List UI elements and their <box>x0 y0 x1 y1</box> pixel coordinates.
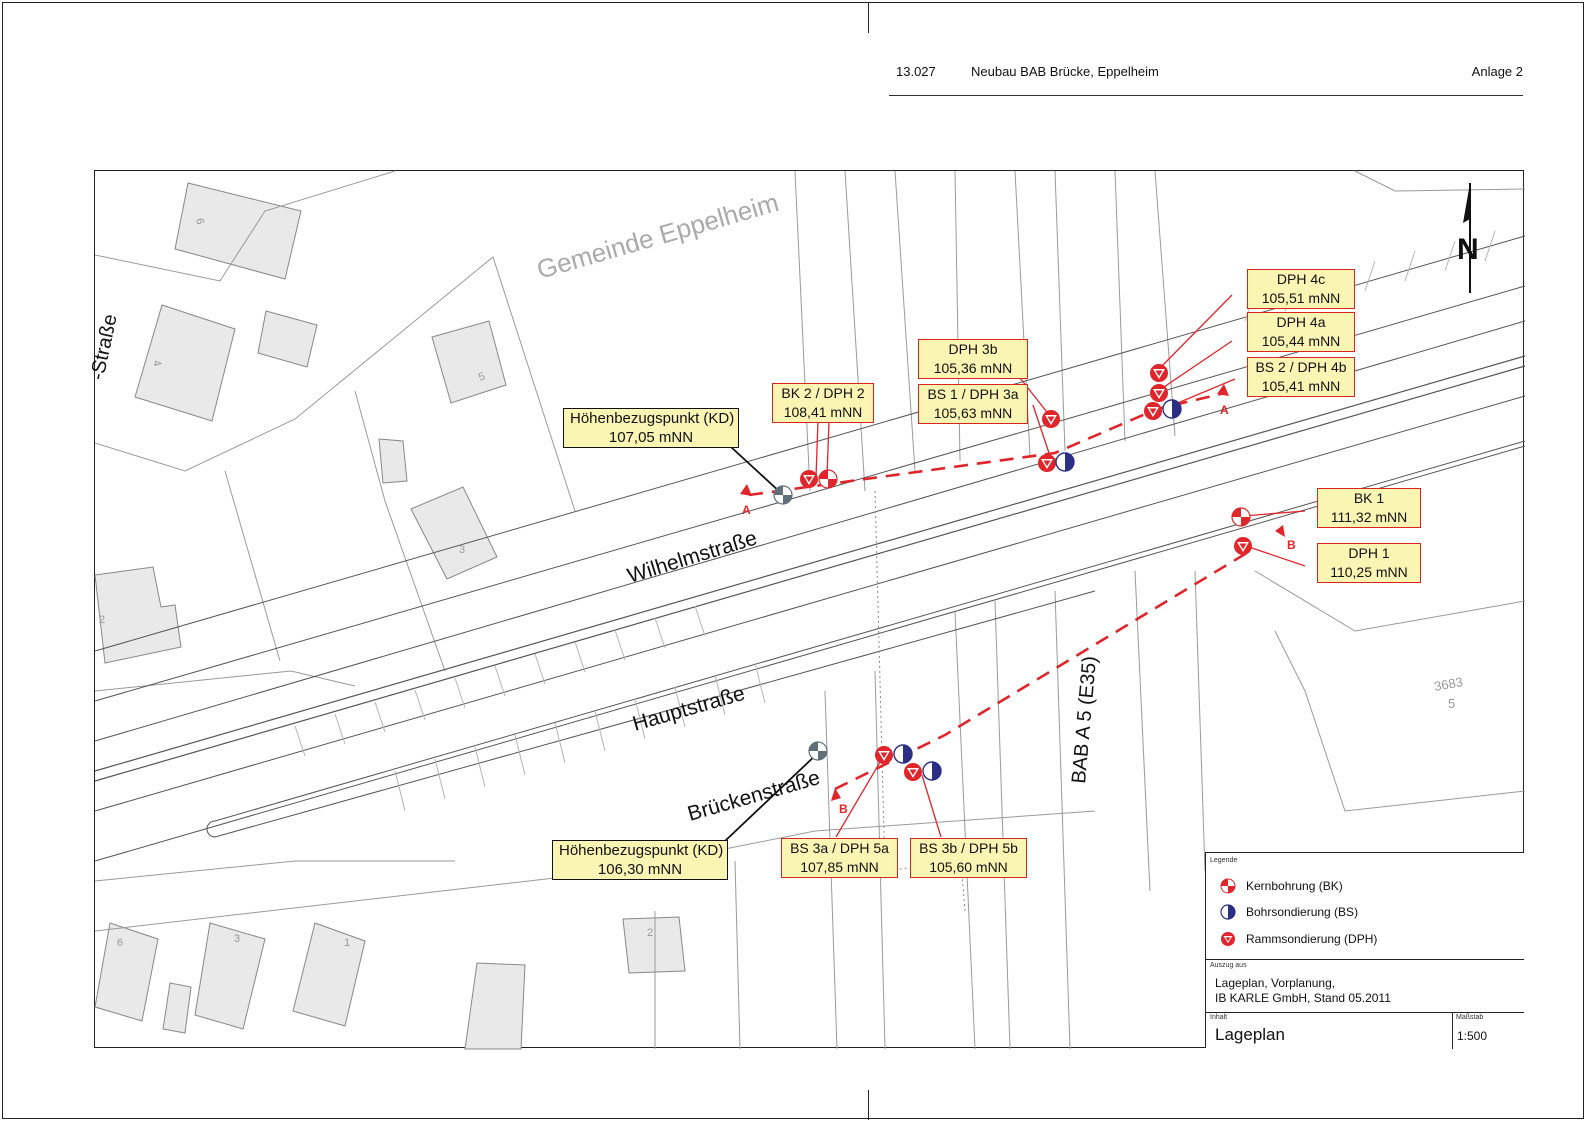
bs1-marker <box>1056 453 1074 471</box>
hoehenbezugspunkt-marker <box>809 742 827 760</box>
legend-heading: Legende <box>1210 857 1238 864</box>
house-number: 2 <box>99 614 106 626</box>
callout-bk2-dph2 <box>772 383 874 423</box>
legend-item-rammsondierung <box>1220 930 1377 948</box>
building <box>95 567 181 663</box>
callout-dph4c <box>1247 269 1355 309</box>
callout-line: BS 1 / DPH 3a <box>927 386 1019 402</box>
legend-divider <box>1206 959 1524 960</box>
callout-line: BS 2 / DPH 4b <box>1255 359 1347 375</box>
dph3a-marker <box>1038 454 1056 472</box>
callout-value: 105,51 mNN <box>1261 290 1341 306</box>
bk2-marker <box>819 470 837 488</box>
bs3b-marker <box>923 762 941 780</box>
excerpt-line: Lageplan, Vorplanung, <box>1215 976 1336 990</box>
north-label: N <box>1457 233 1479 266</box>
excerpt-heading: Auszug aus <box>1210 962 1247 969</box>
excerpt-line: IB KARLE GmbH, Stand 05.2011 <box>1215 991 1391 1005</box>
bohrsondierung-icon <box>1220 904 1236 920</box>
callout-line: DPH 3b <box>948 341 998 357</box>
callout-hoehenbezugspunkt-2 <box>552 840 728 880</box>
house-number: 4 <box>150 359 164 368</box>
dph4c-marker <box>1150 364 1168 382</box>
dph2-marker <box>800 470 818 488</box>
parcel-number: 5 <box>1448 696 1456 711</box>
house-number: 3 <box>459 544 466 556</box>
hoehenbezugspunkt-marker <box>774 486 792 504</box>
dph5a-marker <box>875 746 893 764</box>
street-label-partial: -Straße <box>86 312 122 383</box>
callout-value: 111,32 mNN <box>1330 509 1408 525</box>
building <box>411 487 497 579</box>
scale-heading: Maßstab <box>1456 1014 1484 1021</box>
legend-title-block <box>1205 852 1524 1048</box>
house-number: 6 <box>193 217 207 226</box>
project-title: Neubau BAB Brücke, Eppelheim <box>971 64 1159 79</box>
legend-column-divider <box>1452 1012 1453 1049</box>
building <box>175 183 301 279</box>
street-label-autobahn: BAB A 5 (E35) <box>1068 655 1102 785</box>
dph1-marker <box>1234 537 1252 555</box>
callout-value: 110,25 mNN <box>1330 564 1408 580</box>
municipality-label: Gemeinde Eppelheim <box>533 187 783 285</box>
house-number: 6 <box>117 937 124 949</box>
parcel-number: 3683 <box>1432 674 1465 694</box>
street-label-hauptstrasse: Hauptstraße <box>630 681 748 736</box>
building <box>465 963 525 1049</box>
callout-line: BK 1 <box>1353 490 1385 506</box>
house-number: 1 <box>344 937 351 949</box>
callout-bk1 <box>1317 488 1421 528</box>
callout-value: 107,85 mNN <box>800 859 879 875</box>
section-a-end-label: A <box>1220 403 1229 417</box>
legend-label: Bohrsondierung (BS) <box>1246 905 1359 919</box>
callout-line: DPH 1 <box>1348 545 1390 561</box>
callout-value: 107,05 mNN <box>608 429 694 446</box>
dph5b-marker <box>904 763 922 781</box>
building <box>163 983 191 1033</box>
callout-value: 108,41 mNN <box>783 404 863 420</box>
house-number: 5 <box>476 370 487 384</box>
callout-value: 105,36 mNN <box>933 360 1013 376</box>
legend-divider <box>1206 1012 1524 1013</box>
callout-dph1 <box>1317 543 1421 583</box>
callout-line: BS 3b / DPH 5b <box>919 840 1018 856</box>
dph4a-marker <box>1150 384 1168 402</box>
bs3a-marker <box>894 745 912 763</box>
street-label-brueckenstrasse: Brückenstraße <box>685 766 823 826</box>
survey-markers <box>774 364 1252 781</box>
callout-value: 106,30 mNN <box>597 861 683 878</box>
building <box>379 439 407 483</box>
street-label-wilhelmstrasse: Wilhelmstraße <box>624 526 760 588</box>
title-header <box>889 63 1523 96</box>
house-number: 2 <box>647 927 654 939</box>
building <box>195 923 265 1029</box>
section-b-end-label: B <box>839 802 848 816</box>
section-a-start-label: A <box>742 503 751 517</box>
crop-mark-top <box>868 3 869 33</box>
callout-line: BK 2 / DPH 2 <box>781 385 865 401</box>
bs2-marker <box>1163 400 1181 418</box>
callout-value: 105,41 mNN <box>1261 378 1341 394</box>
bk1-marker <box>1232 508 1250 526</box>
legend-label: Rammsondierung (DPH) <box>1246 932 1378 946</box>
section-arrows <box>740 384 1285 801</box>
buildings <box>95 183 685 1049</box>
content-heading: Inhalt <box>1210 1014 1228 1021</box>
callout-value: 105,44 mNN <box>1261 333 1341 349</box>
legend-label: Kernbohrung (BK) <box>1246 879 1343 893</box>
legend-item-kernbohrung <box>1220 877 1343 895</box>
callout-line: DPH 4a <box>1276 314 1326 330</box>
dph3b-marker <box>1042 410 1060 428</box>
kernbohrung-icon <box>1220 878 1236 894</box>
callout-bs3b-dph5b <box>910 838 1027 878</box>
callout-hoehenbezugspunkt-1 <box>563 408 739 448</box>
callout-line: BS 3a / DPH 5a <box>790 840 889 856</box>
callout-line: Höhenbezugspunkt (KD) <box>570 410 735 427</box>
rammsondierung-icon <box>1220 931 1236 947</box>
building <box>258 311 317 367</box>
crop-mark-bottom <box>868 1090 869 1120</box>
callout-line: DPH 4c <box>1276 271 1326 287</box>
legend-item-bohrsondierung <box>1220 903 1358 921</box>
attachment-label: Anlage 2 <box>1471 64 1523 79</box>
building <box>623 917 685 973</box>
house-number: 3 <box>234 933 241 945</box>
callout-dph4a <box>1247 312 1355 352</box>
callout-bs2-dph4b <box>1247 357 1355 397</box>
callout-line: Höhenbezugspunkt (KD) <box>559 842 724 859</box>
callout-dph3b <box>918 339 1028 379</box>
project-number: 13.027 <box>896 64 936 79</box>
section-b-start-label: B <box>1287 538 1296 552</box>
building <box>432 321 506 403</box>
excerpt-text <box>1215 976 1391 1006</box>
callout-value: 105,60 mNN <box>929 859 1008 875</box>
scale-value: 1:500 <box>1457 1029 1488 1043</box>
building <box>135 305 235 421</box>
callout-bs3a-dph5a <box>781 838 898 878</box>
callout-bs1-dph3a <box>918 384 1028 424</box>
callout-value: 105,63 mNN <box>933 405 1013 421</box>
content-value: Lageplan <box>1215 1025 1285 1044</box>
building <box>95 923 158 1021</box>
dph4b-marker <box>1144 402 1162 420</box>
building <box>293 923 365 1026</box>
